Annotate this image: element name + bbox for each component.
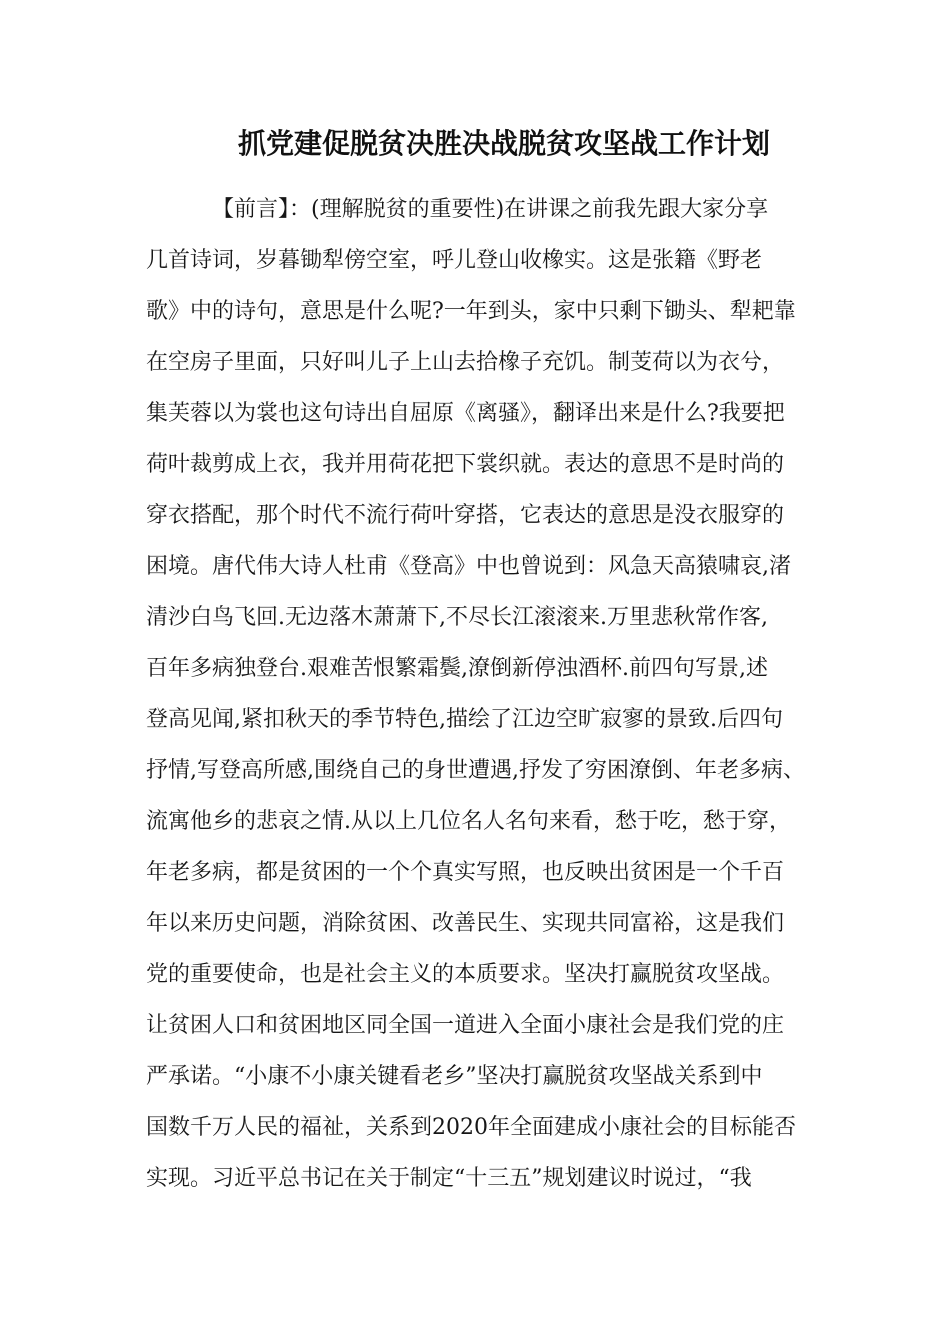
paragraph-line: 国数千万人民的福祉，关系到2020年全面建成小康社会的目标能否 [146,1115,796,1140]
paragraph-line: 严承诺。“小康不小康关键看老乡”坚决打赢脱贫攻坚战关系到中 [146,1064,763,1089]
document-title: 抓党建促脱贫决胜决战脱贫攻坚战工作计划 [237,127,770,160]
paragraph-line: 党的重要使命，也是社会主义的本质要求。坚决打赢脱贫攻坚战。 [146,962,785,987]
paragraph-line: 穿衣搭配，那个时代不流行荷叶穿搭，它表达的意思是没衣服穿的 [146,503,785,528]
paragraph-line: 登高见闻,紧扣秋天的季节特色,描绘了江边空旷寂寥的景致.后四句 [146,707,783,732]
paragraph-line: 流寓他乡的悲哀之情.从以上几位名人名句来看，愁于吃，愁于穿， [146,809,791,834]
paragraph-line: 年以来历史问题，消除贫困、改善民生、实现共同富裕，这是我们 [146,911,785,936]
paragraph-line: 在空房子里面，只好叫儿子上山去拾橡子充饥。制芰荷以为衣兮， [146,350,785,375]
paragraph-line: 让贫困人口和贫困地区同全国一道进入全面小康社会是我们党的庄 [146,1013,785,1038]
paragraph-line: 集芙蓉以为裳也这句诗出自屈原《离骚》，翻译出来是什么?我要把 [146,401,785,426]
document-body [146,184,826,1204]
paragraph-line: 困境。唐代伟大诗人杜甫《登高》中也曾说到：风急天高猿啸哀,渚 [146,554,791,579]
paragraph-line: 荷叶裁剪成上衣，我并用荷花把下裳织就。表达的意思不是时尚的 [146,452,785,477]
paragraph-line: 【前言】：(理解脱贫的重要性)在讲课之前我先跟大家分享 [212,197,769,222]
paragraph-line: 实现。习近平总书记在关于制定“十三五”规划建议时说过，“我 [146,1166,752,1191]
paragraph-line: 清沙白鸟飞回.无边落木萧萧下,不尽长江滚滚来.万里悲秋常作客, [146,605,768,630]
paragraph-line: 几首诗词，岁暮锄犁傍空室，呼儿登山收橡实。这是张籍《野老 [146,248,763,273]
paragraph-line: 歌》中的诗句，意思是什么呢?一年到头，家中只剩下锄头、犁耙靠 [146,299,796,324]
paragraph-line: 百年多病独登台.艰难苦恨繁霜鬓,潦倒新停浊酒杯.前四句写景,述 [146,656,768,681]
paragraph-line: 年老多病，都是贫困的一个个真实写照，也反映出贫困是一个千百 [146,860,785,885]
paragraph-line: 抒情,写登高所感,围绕自己的身世遭遇,抒发了穷困潦倒、年老多病、 [146,758,805,783]
